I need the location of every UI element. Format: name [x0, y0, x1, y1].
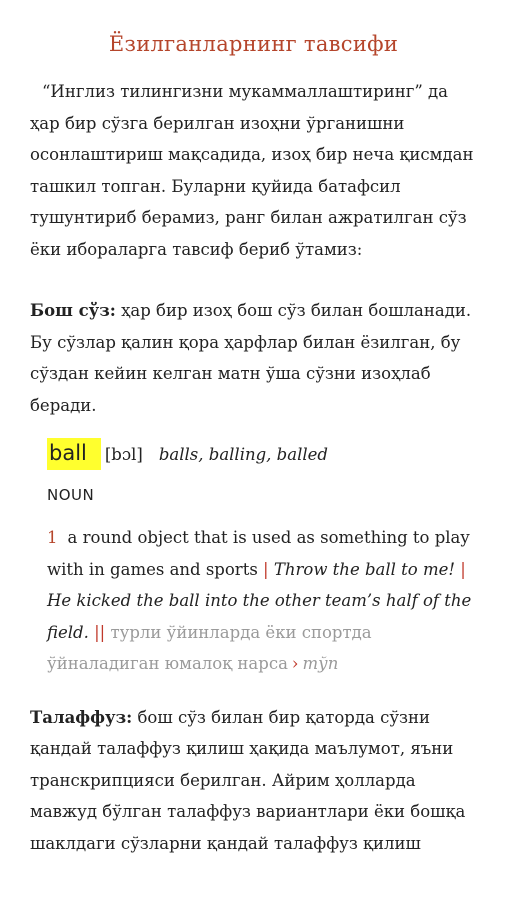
example-sentence: Throw the ball to me! — [273, 559, 455, 579]
headword-term: Бош сўз: — [30, 301, 116, 320]
pronunciation-description — [30, 702, 477, 860]
entry-headline — [47, 436, 477, 472]
definition: a round object that is used as something to play with in games and sports — [47, 528, 470, 579]
pronunciation-text: бош сўз билан бир қаторда сўзни қандай талаффуз қилиш ҳақида маълумот, яъни транскрипцияси берилган. Айрим ҳолларда мавжуд бўлган талаффуз вариантлари ёки бошқа шаклдаги сўзларни қандай талаффуз қилиш — [30, 707, 466, 853]
sense — [47, 522, 477, 680]
inflected-forms: balls, balling, balled — [158, 444, 328, 464]
cross-reference: тўп — [302, 654, 339, 673]
sense-number: 1 — [47, 528, 58, 547]
headword: ball — [47, 438, 101, 470]
page-title: Ёзилганларнинг тавсифи — [108, 32, 399, 56]
translation: турли ўйинларда ёки спортда ўйналадиган юмалоқ нарса — [47, 622, 372, 673]
translation-separator: || — [94, 622, 106, 642]
example-entry — [30, 436, 477, 680]
pronunciation: [bɔl] — [104, 444, 143, 464]
intro-paragraph: “Инглиз тилингизни мукаммаллаштиринг” да ҳар бир сўзга берилган изоҳни ўрганишни осонлаштириш мақсадида, изоҳ бир неча қисмдан ташкил топган. Буларни қуйида батафсил тушунтириб берамиз, ранг билан ажратилган сўз ёки ибораларга тавсиф бериб ўтамиз: — [30, 82, 474, 259]
headword-description — [30, 295, 477, 421]
pronunciation-term: Талаффуз: — [30, 707, 133, 727]
part-of-speech: NOUN — [47, 486, 95, 504]
example-sentence: He kicked the ball into the other team’s half of the field. — [47, 591, 472, 642]
xref-arrow-icon: › — [291, 654, 299, 673]
example-separator: | — [263, 559, 269, 579]
headword-text: ҳар бир изоҳ бош сўз билан бошланади. Бу сўзлар қалин қора ҳарфлар билан ёзилган, бу сўздан кейин келган матн ўша сўзни изоҳлаб беради. — [30, 301, 472, 415]
example-separator: | — [460, 559, 466, 579]
